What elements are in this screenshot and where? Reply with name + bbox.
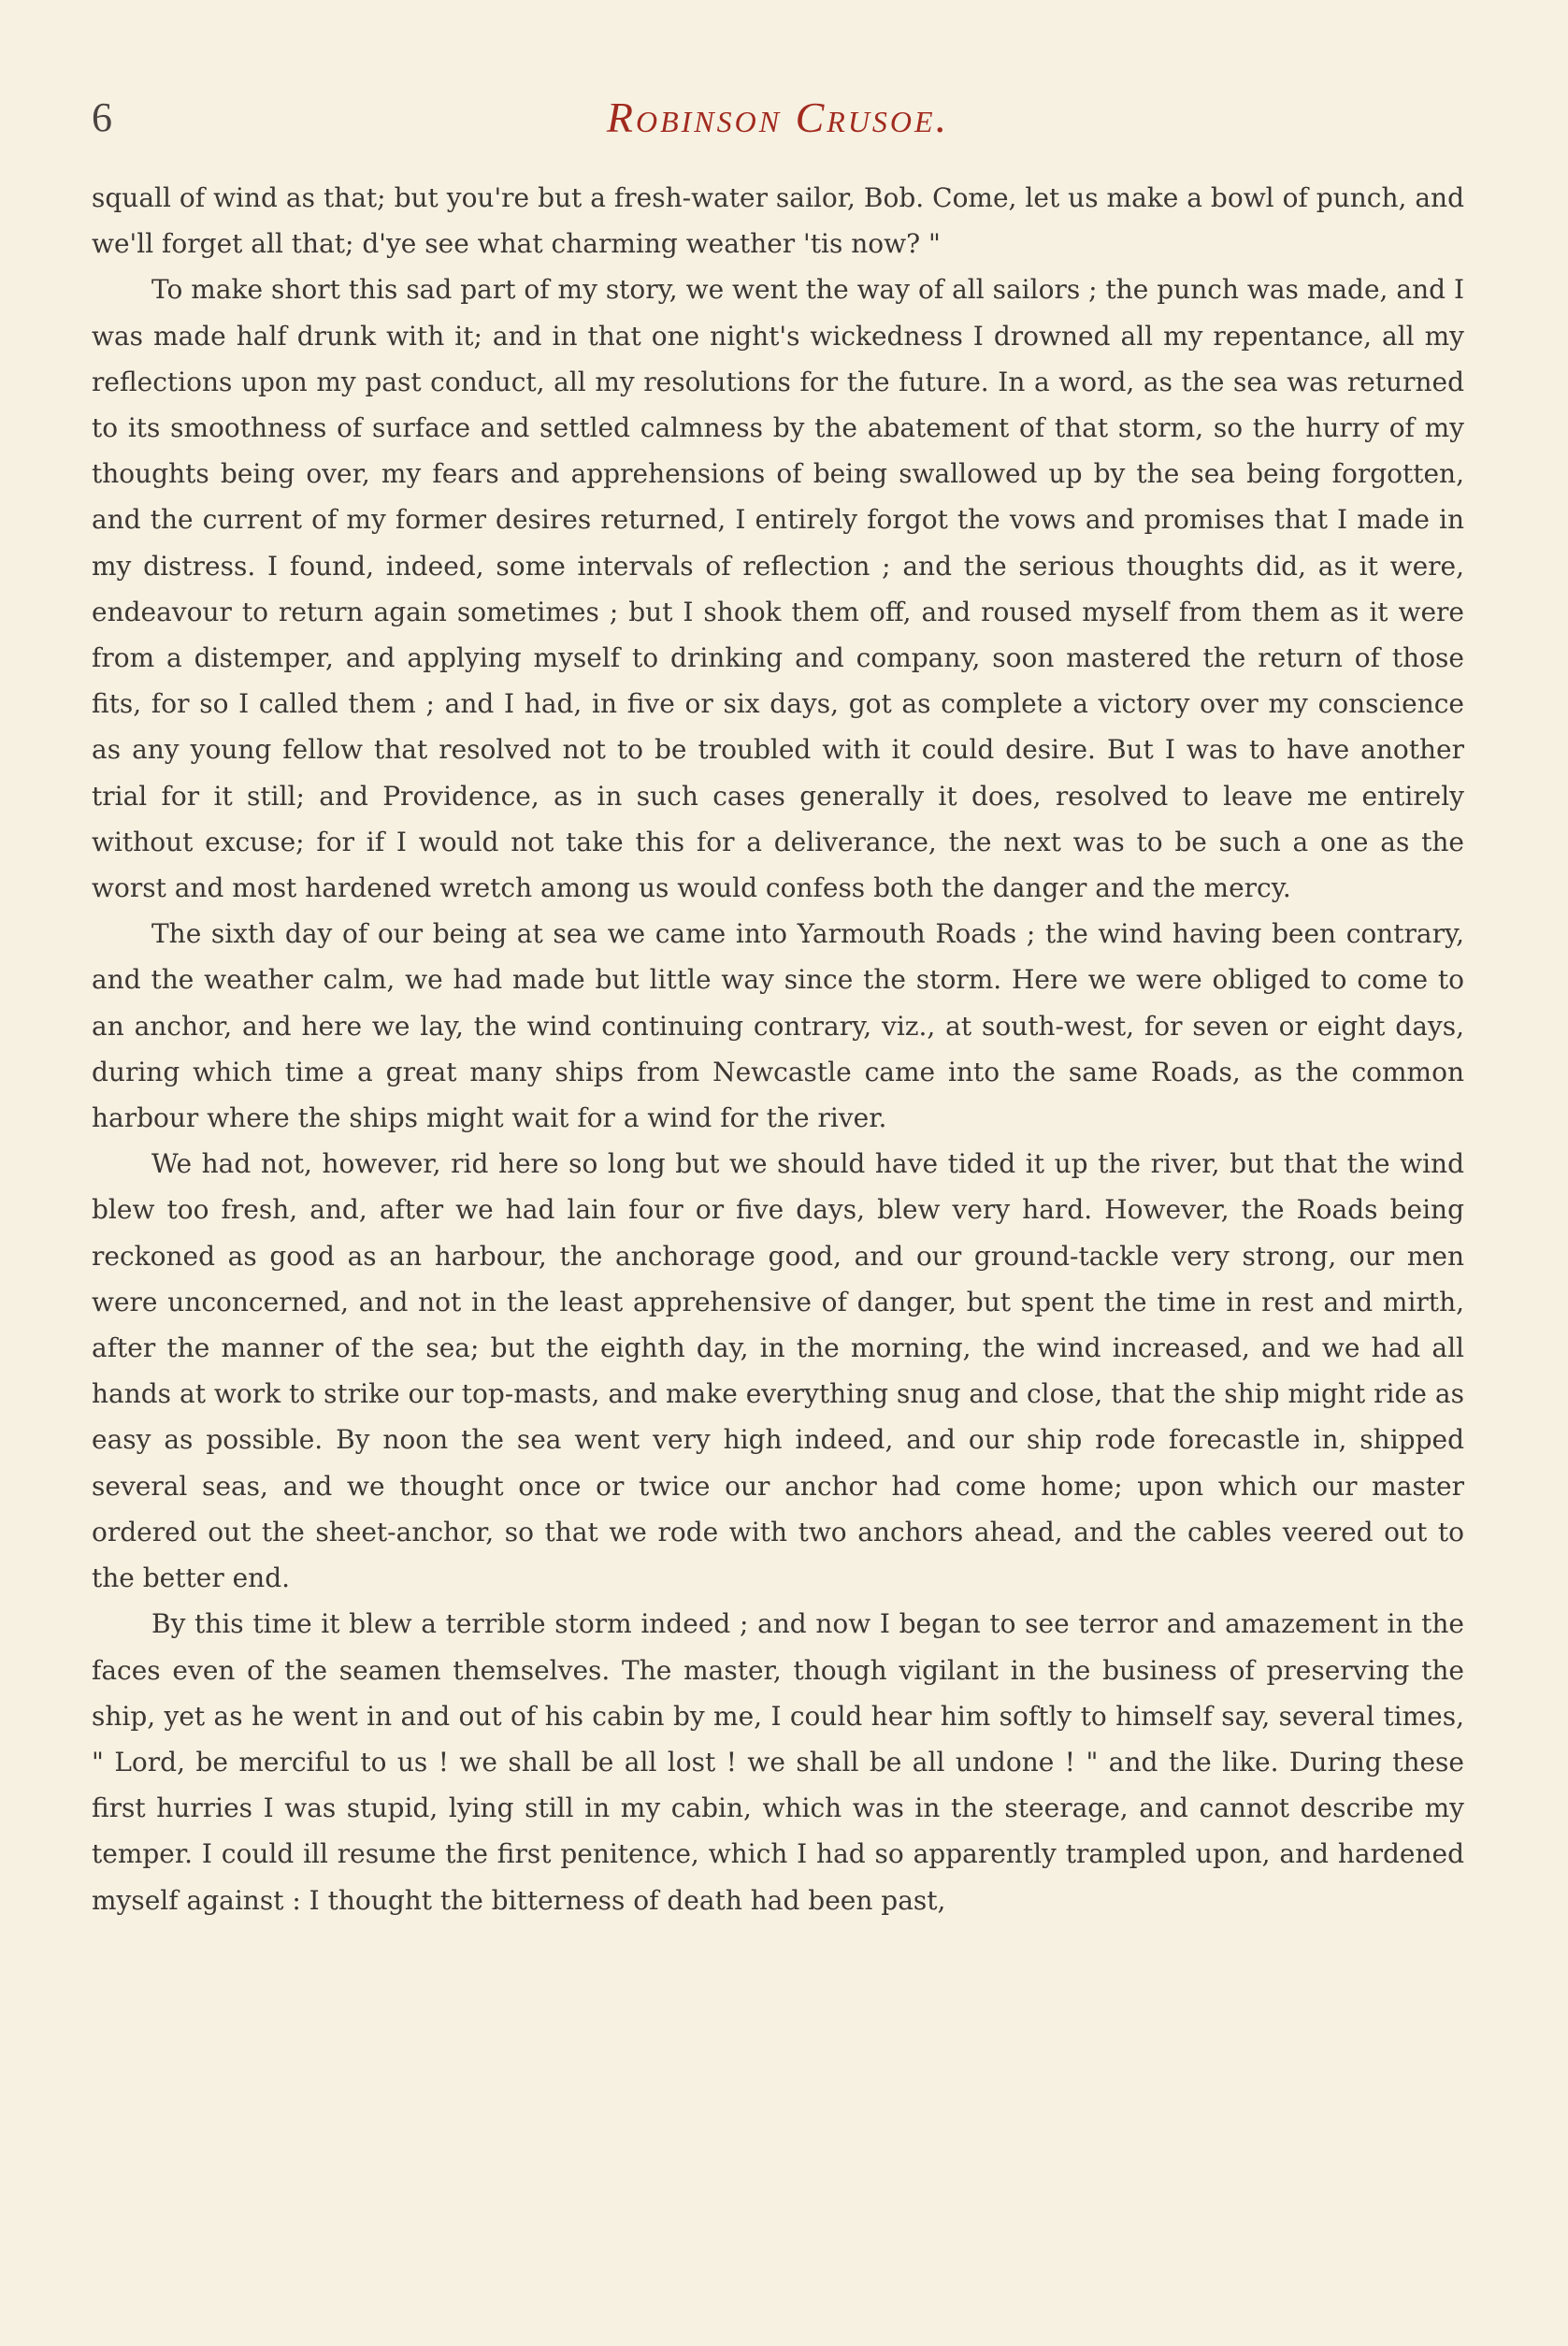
paragraph: The sixth day of our being at sea we came into Yarmouth Roads ; the wind having been contrary, and the weather calm, we had made but little way since the storm. Here we were obliged to come to an anchor, and here we lay, the wind continuing contrary, viz., at south-west, for seven or eight days, during which time a great many ships from Newcastle came into the same Roads, as the common harbour where the ships might wait for a wind for the river.	[92, 918, 1464, 1134]
paragraph: squall of wind as that; but you're but a fresh-water sailor, Bob. Come, let us make a bowl of punch, and we'll forget all that; d'ye see what charming weather 'tis now? "	[92, 182, 1464, 260]
paragraph: We had not, however, rid here so long but we should have tided it up the river, but that the wind blew too fresh, and, after we had lain four or five days, blew very hard. However, the Roads being reckoned as good as an harbour, the anchorage good, and our ground-tackle very strong, our men were unconcerned, and not in the least apprehensive of danger, but spent the time in rest and mirth, after the manner of the sea; but the eighth day, in the morning, the wind increased, and we had all hands at work to strike our top-masts, and make everything snug and close, that the ship might ride as easy as possible. By noon the sea went very high indeed, and our ship rode forecastle in, shipped several seas, and we thought once or twice our anchor had come home; upon which our master ordered out the sheet-anchor, so that we rode with two anchors ahead, and the cables veered out to the better end.	[92, 1148, 1464, 1594]
page-header	[92, 90, 1464, 146]
body-text	[92, 175, 1464, 1923]
paragraph: By this time it blew a terrible storm indeed ; and now I began to see terror and amazement in the faces even of the seamen themselves. The master, though vigilant in the business of preserving the ship, yet as he went in and out of his cabin by me, I could hear him softly to himself say, several times, " Lord, be merciful to us ! we shall be all lost ! we shall be all undone ! " and the like. During these first hurries I was stupid, lying still in my cabin, which was in the steerage, and cannot describe my temper. I could ill resume the first penitence, which I had so apparently trampled upon, and hardened myself against : I thought the bitterness of death had been past,	[92, 1608, 1464, 1916]
running-title: Robinson Crusoe.	[606, 94, 950, 141]
paragraph: To make short this sad part of my story, we went the way of all sailors ; the punch was made, and I was made half drunk with it; and in that one night's wickedness I drowned all my repentance, all my reflections upon my past conduct, all my resolutions for the future. In a word, as the sea was returned to its smoothness of surface and settled calmness by the abatement of that storm, so the hurry of my thoughts being over, my fears and apprehensions of being swallowed up by the sea being forgotten, and the current of my former desires returned, I entirely forgot the vows and promises that I made in my distress. I found, indeed, some intervals of reflection ; and the serious thoughts did, as it were, endeavour to return again sometimes ; but I shook them off, and roused myself from them as it were from a distemper, and applying myself to drinking and company, soon mastered the return of those fits, for so I called them ; and I had, in five or six days, got as complete a victory over my conscience as any young fellow that resolved not to be troubled with it could desire. But I was to have another trial for it still; and Providence, as in such cases generally it does, resolved to leave me entirely without excuse; for if I would not take this for a deliverance, the next was to be such a one as the worst and most hardened wretch among us would confess both the danger and the mercy.	[92, 274, 1464, 904]
page-number: 6	[92, 94, 112, 140]
